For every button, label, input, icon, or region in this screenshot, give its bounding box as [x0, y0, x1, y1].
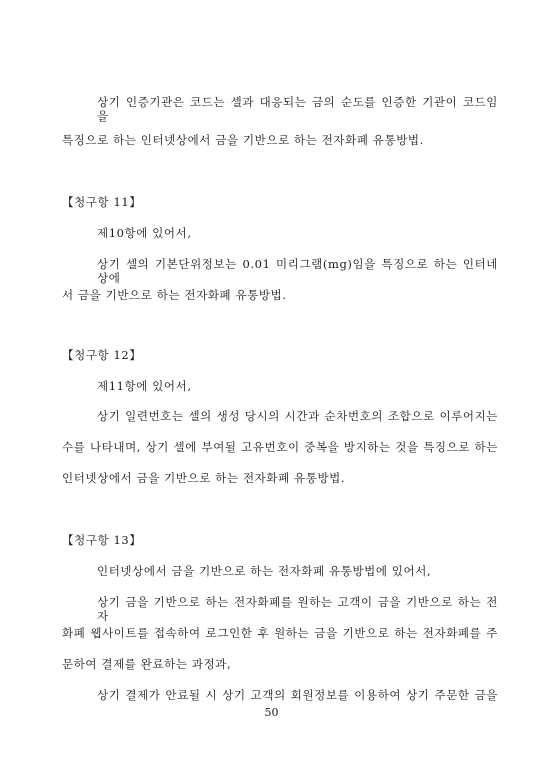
claim-12-heading: 【청구항 12】: [62, 348, 142, 362]
claim-11-intro: 제10항에 있어서,: [97, 226, 192, 240]
paragraph-line: 상기 결제가 안료될 시 상기 고객의 회원정보를 이용하여 상기 주문한 금을: [97, 688, 498, 702]
paragraph-line: 상기 셀의 기본단위정보는 0.01 미리그램(mg)임을 특징으로 하는 인터네상에: [97, 257, 498, 285]
paragraph-line: 서 금을 기반으로 하는 전자화폐 유통방법.: [62, 288, 287, 302]
paragraph-line: 문하여 결제를 완료하는 과정과,: [62, 657, 232, 671]
paragraph-line: 상기 일련번호는 셀의 생성 당시의 시간과 순차번호의 조합으로 이루어지는: [97, 409, 498, 423]
paragraph-line: 특징으로 하는 인터넷상에서 금을 기반으로 하는 전자화폐 유통방법.: [62, 133, 424, 147]
paragraph-line: 수를 나타내며, 상기 셀에 부여될 고유번호이 중복을 방지하는 것을 특징으로 하는: [62, 440, 498, 454]
claim-11-heading: 【청구항 11】: [62, 195, 142, 209]
claim-13-intro: 인터넷상에서 금을 기반으로 하는 전자화폐 유통방법에 있어서,: [97, 564, 432, 578]
claim-12-intro: 제11항에 있어서,: [97, 379, 192, 393]
paragraph-line: 상기 금을 기반으로 하는 전자화폐를 원하는 고객이 금을 기반으로 하는 전자: [97, 595, 498, 623]
claim-13-heading: 【청구항 13】: [62, 533, 142, 547]
paragraph-line: 화폐 웹사이트를 접속하여 로그인한 후 원하는 금을 기반으로 하는 전자화폐를 주: [62, 626, 498, 640]
page-number: 50: [264, 706, 279, 719]
paragraph-line: 인터넷상에서 금을 기반으로 하는 전자화폐 유통방법.: [62, 471, 346, 485]
paragraph-line: 상기 인증기관은 코드는 셀과 대응되는 금의 순도를 인증한 기관이 코드임을: [97, 95, 498, 123]
